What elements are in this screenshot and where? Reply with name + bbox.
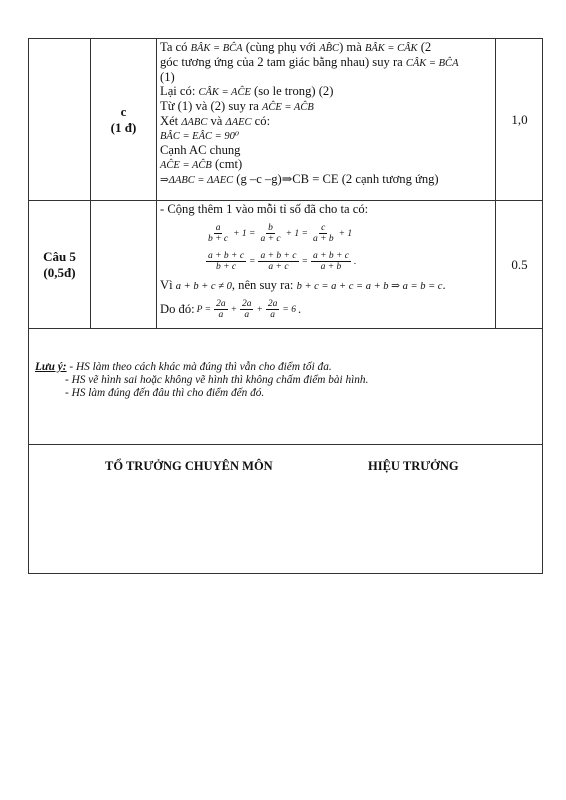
content-line: (1) [160, 69, 175, 84]
signature-department-head: TỔ TRƯỞNG CHUYÊN MÔN [105, 459, 273, 473]
content-line: ⇒ΔABC = ΔAEC (g –c –g)⇒CB = CE (2 cạnh tương ứng) [160, 172, 439, 187]
row-5-label: Câu 5 [43, 248, 76, 264]
content-line: BÂC = EÂC = 90⁰ [160, 131, 240, 143]
row-divider [29, 328, 542, 329]
signature-principal: HIỆU TRƯỞNG [368, 459, 459, 473]
row-c-points: (1 đ) [110, 119, 137, 135]
note-line-1: Lưu ý: - HS làm theo cách khác mà đúng thì vẫn cho điểm tối đa. [35, 361, 332, 373]
row-c-label-cell [91, 39, 156, 200]
content-line: Từ (1) và (2) suy ra AĈE = AĈB [160, 98, 314, 113]
column-divider [156, 39, 157, 328]
notes-section [35, 361, 535, 441]
row-divider [29, 444, 542, 445]
content-line: Xét ΔABC và ΔAEC có: [160, 113, 271, 128]
note-label: Lưu ý: [35, 361, 67, 373]
row-c-score: 1,0 [511, 111, 528, 127]
content-line: góc tương ứng của 2 tam giác bằng nhau) suy ra CÂK = BĈA [160, 54, 459, 69]
content-line: AĈE = AĈB (cmt) [160, 157, 243, 172]
row-5-content [160, 203, 494, 327]
row-5-score-cell [496, 201, 543, 328]
row-5-conclusion: Vì a + b + c ≠ 0, nên suy ra: b + c = a + c = a + b ⇒ a = b = c. [160, 277, 446, 292]
row-c-label: c [120, 103, 127, 119]
row-divider [29, 200, 542, 201]
content-line: Cạnh AC chung [160, 143, 241, 158]
row-5-label-cell [29, 201, 90, 328]
note-line-3: - HS làm đúng đến đâu thì cho điểm đến đó. [65, 387, 265, 399]
row-5-score: 0.5 [511, 256, 528, 272]
row-5-intro: - Cộng thêm 1 vào mỗi tỉ số đã cho ta có: [160, 202, 369, 216]
content-line: Ta có BÂK = BĈA (cùng phụ với AB̂C) mà BÂK = CÂK (2 [160, 40, 432, 54]
equation-2: $\frac{a + b + c}{b + c}$ = $\frac{a + b + c}{a + c}$ = $\frac{a + b + c}{a + b}$ . [208, 251, 357, 273]
equation-1: $\frac{a}{b + c}$ + 1 = $\frac{b}{a + c}$ + 1 = $\frac{c}{a + b}$ + 1 [208, 223, 353, 245]
note-line-2: - HS vẽ hình sai hoặc không vẽ hình thì không chấm điểm bài hình. [65, 374, 369, 386]
row-c-content [160, 41, 494, 199]
content-line: Lại có: CÂK = AĈE (so le trong) (2) [160, 83, 334, 98]
row-c-score-cell [496, 39, 543, 200]
answer-table [28, 38, 543, 574]
row-5-points: (0,5đ) [43, 264, 76, 280]
row-5-result: Do đó: P = $\frac{2a}{a}$ + $\frac{2a}{a}$ + $\frac{2a}{a}$ = 6 . [160, 299, 302, 321]
